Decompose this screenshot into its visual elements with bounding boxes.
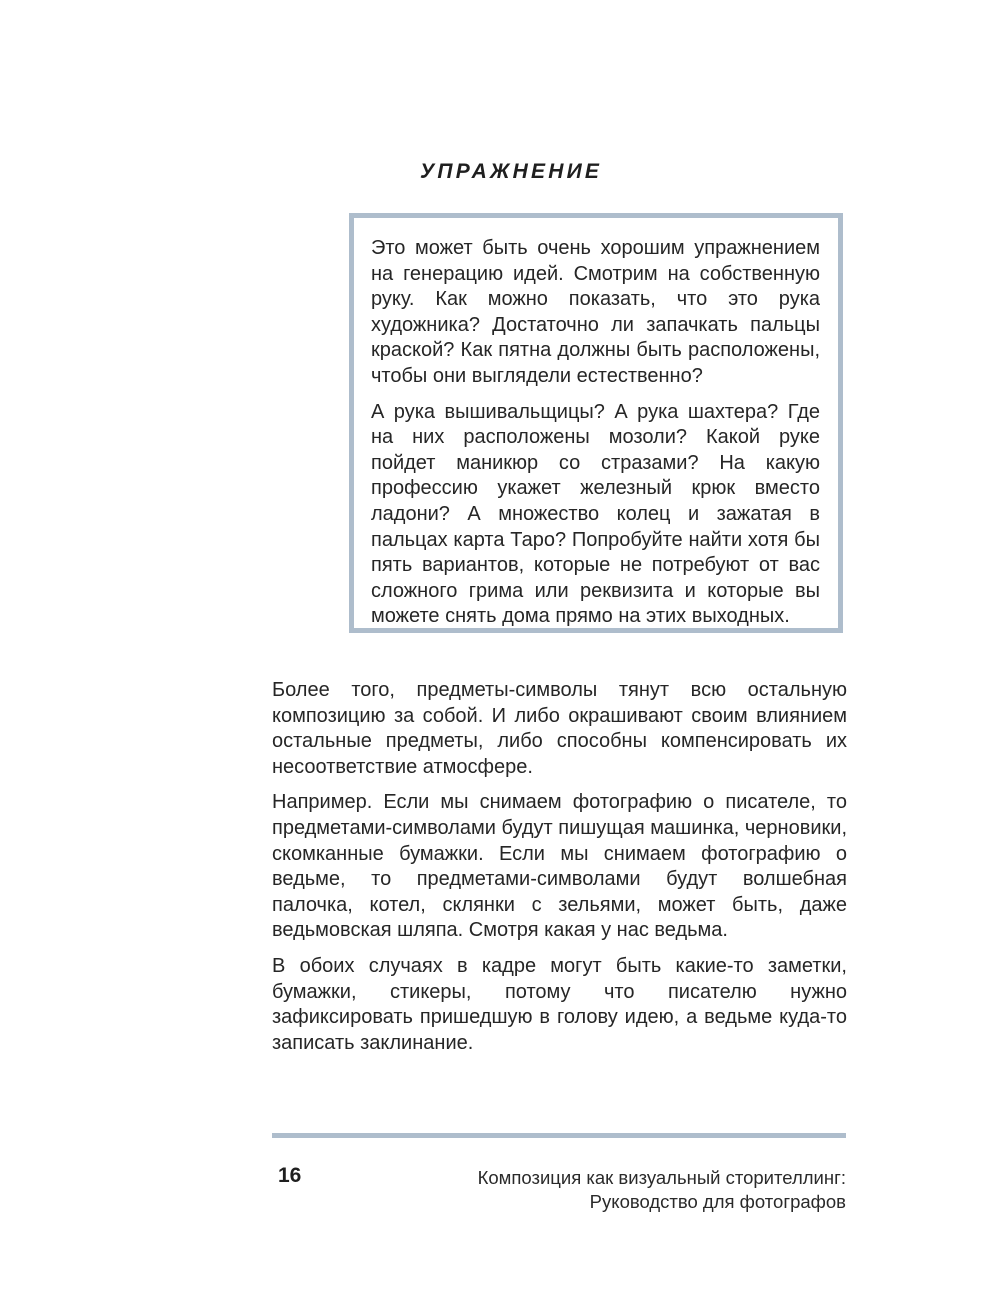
body-paragraph: Например. Если мы снимаем фотографию о писателе, то предметами-символами будут пишущая машинка, черновики, скомканные бумажки. Если мы снимаем фотографию о ведьме, то предметами-символами будут волшебная палочка, котел, склянки с зельями, может быть, даже ведьмовская шляпа. Смотря какая у нас ведьма. — [272, 791, 847, 942]
page-number: 16 — [278, 1164, 302, 1187]
exercise-heading: УПРАЖНЕНИЕ — [420, 160, 603, 183]
exercise-paragraph: А рука вышивальщицы? А рука шахтера? Где на них расположены мозоли? Какой руке пойдет маникюр со стразами? На какую профессию укажет железный крюк вместо ладони? А множество колец и зажатая в пальцах карта Таро? Попробуйте найти хотя бы пять вариантов, которые не потребуют от вас сложного грима или реквизита и которые вы можете снять дома прямо на этих выходных. — [371, 400, 820, 628]
main-text — [272, 678, 847, 1066]
body-paragraph: В обоих случаях в кадре могут быть какие-то заметки, бумажки, стикеры, потому что писателю нужно зафиксировать пришедшую в голову идею, а ведьме куда-то записать заклинание. — [272, 954, 847, 1054]
exercise-content — [354, 218, 838, 630]
footer-divider — [272, 1133, 846, 1138]
running-title — [426, 1166, 846, 1214]
body-paragraph: Более того, предметы-символы тянут всю остальную композицию за собой. И либо окрашивают своим влиянием остальные предметы, либо способны компенсировать их несоответствие атмосфере. — [272, 679, 847, 778]
exercise-paragraph: Это может быть очень хорошим упражнением на генерацию идей. Смотрим на собственную руку. Как можно показать, что это рука художника? Достаточно ли запачкать пальцы краской? Как пятна должны быть расположены, чтобы они выглядели естественно? — [371, 237, 820, 387]
running-title-line: Руководство для фотографов — [589, 1191, 846, 1212]
exercise-box — [349, 213, 843, 633]
running-title-line: Композиция как визуальный сторителлинг: — [477, 1167, 846, 1188]
